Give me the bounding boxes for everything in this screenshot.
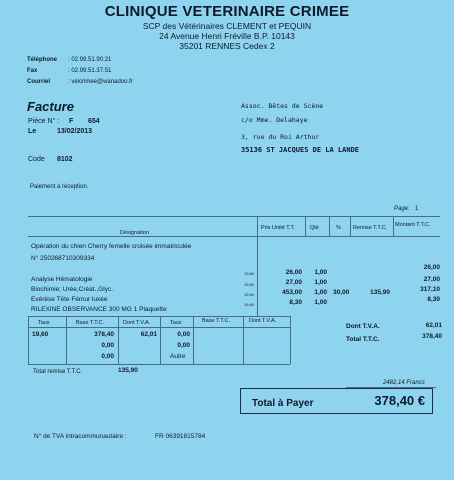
row-qty: 1,00 bbox=[314, 269, 327, 276]
header-discount: Remise T.T.C. bbox=[353, 225, 388, 231]
row-designation: Exérèse Tête Fémur luxée bbox=[31, 296, 108, 303]
vat-col-divider bbox=[193, 316, 194, 364]
tel-label: Téléphone bbox=[27, 57, 58, 63]
vat-col-divider bbox=[290, 316, 291, 364]
header-unit-price: Prix Unité T.T. bbox=[261, 225, 295, 231]
fax-label: Fax bbox=[27, 68, 38, 74]
recipient-line-1: Assoc. Bêtes de Scène bbox=[241, 102, 324, 110]
clinic-name: CLINIQUE VETERINAIRE CRIMEE bbox=[104, 3, 350, 20]
vat-header-base-2: Base T.T.C. bbox=[202, 318, 231, 324]
intro-line-2: N° 250268710309334 bbox=[31, 255, 95, 262]
row-vat: 19,60 bbox=[244, 271, 255, 276]
payment-note: Paiement à réception. bbox=[30, 184, 89, 190]
total-ttc-label: Total T.T.C. bbox=[346, 336, 380, 343]
table-top-line bbox=[28, 216, 440, 217]
vat-number-value: FR 06391815784 bbox=[155, 433, 206, 440]
row-qty: 1,00 bbox=[314, 279, 327, 286]
header-pct: % bbox=[336, 225, 341, 231]
header-designation: Désignation bbox=[120, 230, 150, 236]
table-col-divider bbox=[329, 216, 330, 236]
vat-col-divider bbox=[118, 316, 119, 364]
row-unit: 8,30 bbox=[289, 299, 302, 306]
piece-type: F bbox=[69, 118, 74, 125]
row-unit: 26,00 bbox=[285, 269, 302, 276]
recipient-line-4: 35136 ST JACQUES DE LA LANDE bbox=[241, 146, 360, 154]
row-designation: Biochimie; Urée,Créat.,Glyc. bbox=[31, 286, 113, 293]
row-vat: 19,60 bbox=[244, 282, 255, 287]
row-amount: 8,30 bbox=[427, 296, 440, 303]
vat-header-vat-2: Dont T.V.A. bbox=[249, 318, 277, 324]
vat-number-label: N° de TVA intracommunautaire : bbox=[34, 433, 127, 440]
vat-header-rate: Taux bbox=[38, 320, 50, 326]
row-amount: 317,10 bbox=[420, 286, 440, 293]
vat-cell: 0,00 bbox=[101, 342, 114, 349]
vat-cell: 378,40 bbox=[94, 331, 114, 338]
intro-line-1: Opération du chien Cherry femelle croisée immatriculée bbox=[31, 243, 192, 250]
vat-table-top-line bbox=[28, 316, 290, 317]
total-to-pay-label: Total à Payer bbox=[252, 398, 314, 409]
recipient-line-3: 3, rue du Roi Arthur bbox=[241, 133, 320, 141]
row-discount: 135,90 bbox=[370, 289, 390, 296]
mail-label: Courriel bbox=[27, 79, 51, 85]
table-col-divider bbox=[305, 216, 306, 236]
table-header-bottom-line bbox=[28, 236, 440, 237]
vat-col-divider bbox=[66, 316, 67, 364]
vat-cell-other: Autre bbox=[170, 353, 186, 360]
piece-number: 654 bbox=[88, 118, 100, 125]
vat-header-vat: Dont T.V.A. bbox=[123, 320, 151, 326]
clinic-line-2: 24 Avenue Henri Fréville B.P. 10143 bbox=[159, 31, 295, 41]
vat-col-divider bbox=[160, 316, 161, 364]
table-col-divider bbox=[393, 216, 394, 236]
header-amount: Montant T.T.C. bbox=[395, 222, 431, 228]
total-vat-value: 62,01 bbox=[425, 322, 442, 329]
page-label: Page: bbox=[394, 206, 410, 212]
table-col-divider bbox=[350, 216, 351, 236]
total-ttc-value: 378,40 bbox=[422, 333, 442, 340]
clinic-line-3: 35201 RENNES Cedex 2 bbox=[179, 41, 275, 51]
row-qty: 1,00 bbox=[314, 299, 327, 306]
row-vat: 19,60 bbox=[244, 292, 255, 297]
vat-col-divider bbox=[243, 316, 244, 364]
row-qty: 1,00 bbox=[314, 289, 327, 296]
recipient-line-2: c/o Mme. Delahaye bbox=[241, 116, 308, 124]
row-amount: 27,00 bbox=[423, 276, 440, 283]
total-discount-value: 135,90 bbox=[118, 367, 138, 374]
row-designation: Analyse Hématologie bbox=[31, 276, 93, 283]
fax-value: : 02.99.51.37.51 bbox=[68, 68, 112, 74]
total-to-pay-value: 378,40 € bbox=[374, 393, 425, 408]
row-unit: 27,00 bbox=[285, 279, 302, 286]
row-unit: 453,00 bbox=[282, 289, 302, 296]
clinic-line-1: SCP des Vétérinaires CLEMENT et PEQUIN bbox=[142, 21, 312, 31]
vat-cell: 0,00 bbox=[101, 353, 114, 360]
total-vat-label: Dont T.V.A. bbox=[346, 323, 380, 330]
table-col-divider bbox=[257, 216, 258, 316]
vat-header-rate-2: Taux bbox=[170, 320, 182, 326]
vat-table-bottom-line bbox=[28, 364, 290, 365]
vat-cell: 19,60 bbox=[32, 331, 49, 338]
page-number: 1 bbox=[415, 206, 419, 212]
row-designation: RILEXINE OBSERVANCE 300 MG 1 Plaquette bbox=[31, 306, 167, 313]
vat-cell: 0,00 bbox=[177, 342, 190, 349]
date-label: Le bbox=[28, 128, 37, 135]
vat-table-header-line bbox=[28, 327, 290, 328]
tel-value: : 02.99.51.90.21 bbox=[68, 57, 112, 63]
total-discount-label: Total remise T.T.C. bbox=[33, 369, 83, 375]
code-label: Code bbox=[28, 156, 45, 163]
vat-cell: 62,01 bbox=[140, 331, 157, 338]
row-pct: 30,00 bbox=[333, 289, 350, 296]
vat-cell: 0,00 bbox=[177, 331, 190, 338]
francs-equivalent: 2482,14 Francs bbox=[383, 380, 425, 386]
vat-col-divider bbox=[28, 316, 29, 364]
mail-value: : velcrimee@wanadoo.fr bbox=[68, 79, 133, 85]
row-vat: 19,60 bbox=[244, 302, 255, 307]
invoice-title: Facture bbox=[27, 99, 74, 114]
intro-amount: 26,00 bbox=[423, 264, 440, 271]
vat-header-base: Base T.T.C. bbox=[76, 320, 105, 326]
header-qty: Qté bbox=[310, 225, 319, 231]
code-value: 8102 bbox=[57, 156, 73, 163]
piece-label: Pièce N° : bbox=[28, 118, 60, 125]
date-value: 13/02/2013 bbox=[57, 128, 93, 135]
